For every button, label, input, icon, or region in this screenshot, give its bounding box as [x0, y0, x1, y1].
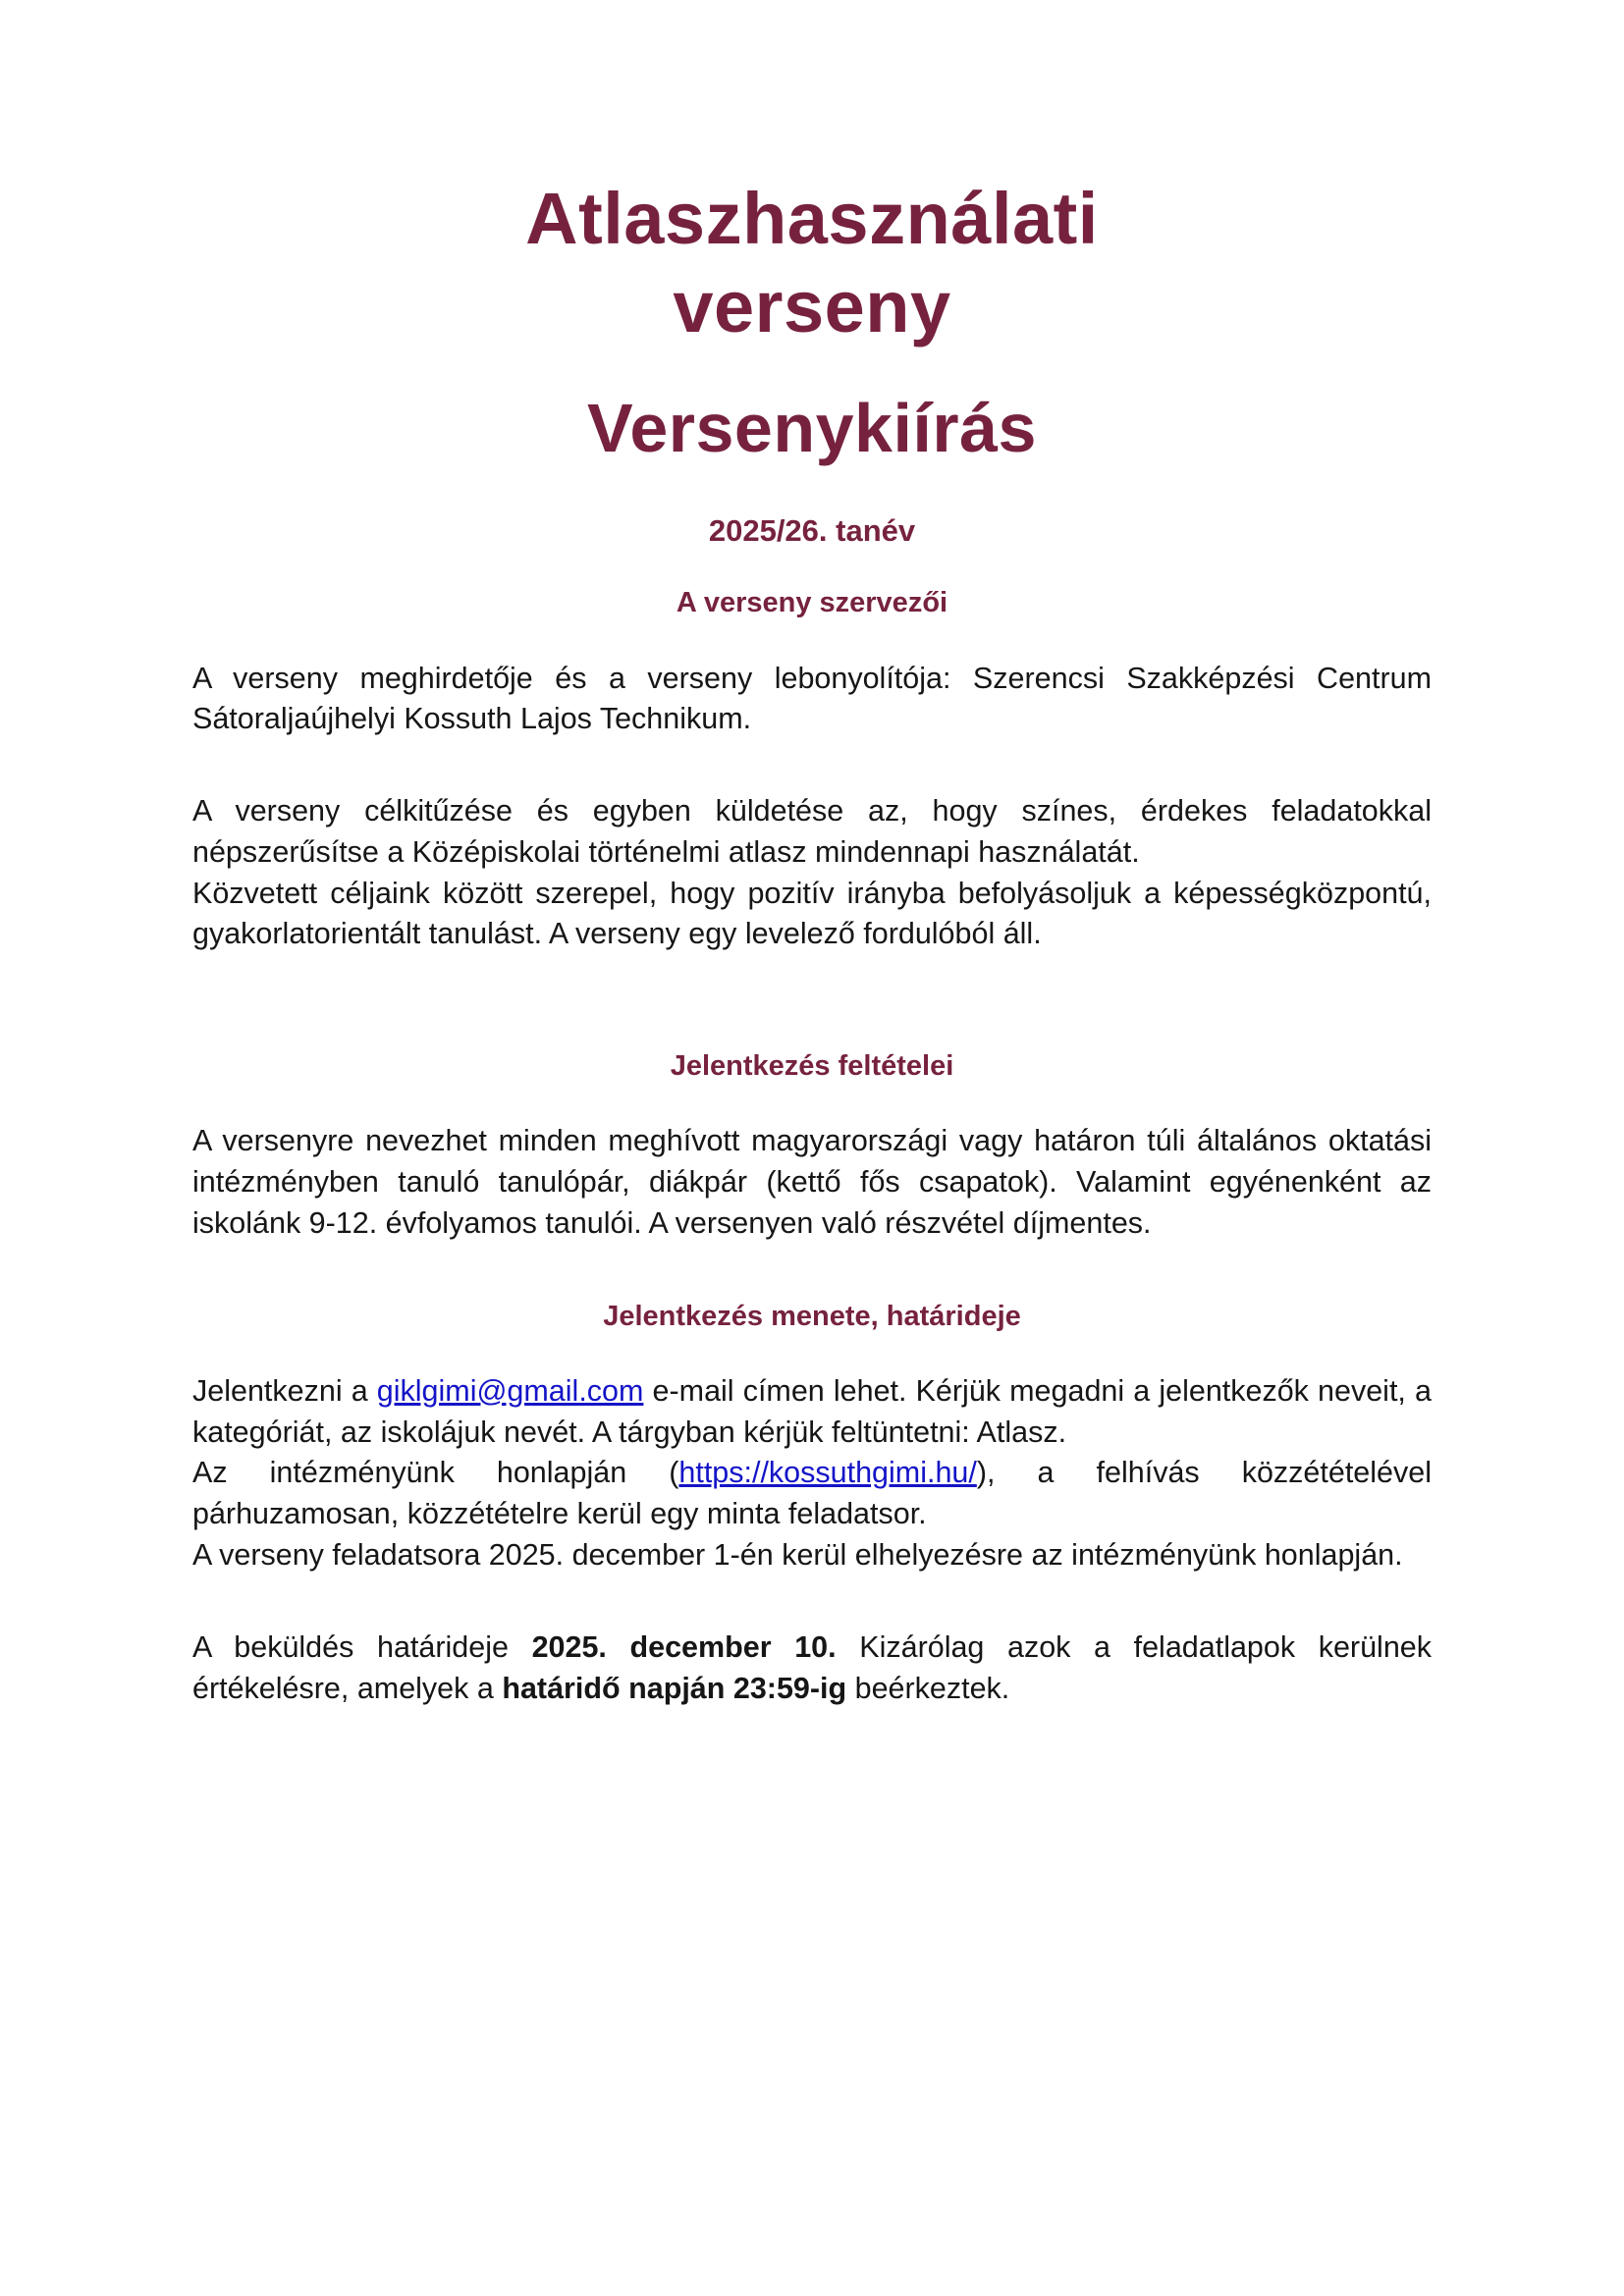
spacer [192, 1576, 1432, 1628]
deadline-date: 2025. december 10. [531, 1629, 837, 1664]
spacer [192, 1336, 1432, 1371]
website-link[interactable]: https://kossuthgimi.hu/ [678, 1456, 977, 1490]
spacer [192, 740, 1432, 791]
document-title [192, 0, 1432, 352]
document-title-line-2: verseny [673, 266, 951, 348]
section-heading-process: Jelentkezés menete, határideje [603, 1300, 1021, 1332]
organizers-paragraph-1: A verseny meghirdetője és a verseny lebonyolítója: Szerencsi Szakképzési Centrum Sátoraljaújhelyi Kossuth Lajos Technikum. [192, 661, 1432, 736]
process-email-paragraph [192, 1371, 1432, 1454]
conditions-paragraph-1: A versenyre nevezhet minden meghívott magyarországi vagy határon túli általános oktatási intézményben tanuló tanulópár, diákpár (kettő fős csapatok). Valamint egyénenként az iskolánk 9-12. évfolyamos tanulói. A versenyen való részvétel díjmentes. [192, 1124, 1432, 1240]
organizers-paragraph-3: Közvetett céljaink között szerepel, hogy pozitív irányba befolyásoljuk a képességközpontú, gyakorlatorientált tanulást. A verseny egy levelező fordulóból áll. [192, 876, 1432, 951]
document-subtitle: Versenykiírás [587, 389, 1037, 466]
deadline-paragraph [192, 1628, 1432, 1710]
section-heading-organizers: A verseny szervezői [676, 587, 948, 619]
email-link[interactable]: giklgimi@gmail.com [376, 1373, 644, 1408]
spacer [192, 955, 1432, 1045]
deadline-prefix: A beküldés határideje [192, 1629, 532, 1664]
deadline-time: határidő napján 23:59-ig [502, 1671, 847, 1705]
process-email-prefix: Jelentkezni a [192, 1373, 377, 1408]
process-email-suffix: e-mail címen lehet. Kérjük megadni a jelentkezők neveit, a kategóriát, az iskolájuk nevét. A tárgyban kérjük feltüntetni: Atlasz. [192, 1373, 1432, 1449]
process-website-paragraph [192, 1453, 1432, 1535]
spacer [192, 1086, 1432, 1121]
spacer [192, 623, 1432, 659]
document-title-line-1: Atlaszhasználati [525, 178, 1099, 259]
organizers-paragraph-2: A verseny célkitűzése és egyben küldetése az, hogy színes, érdekes feladatokkal népszerűsítse a Középiskolai történelmi atlasz mindennapi használatát. [192, 794, 1432, 869]
process-tasks-paragraph: A verseny feladatsora 2025. december 1-én kerül elhelyezésre az intézményünk honlapján. [192, 1538, 1403, 1572]
spacer [192, 1245, 1432, 1296]
section-heading-conditions: Jelentkezés feltételei [670, 1050, 954, 1083]
process-website-prefix: Az intézményünk honlapján ( [192, 1456, 679, 1490]
school-year-label: 2025/26. tanév [708, 513, 916, 549]
deadline-middle: Kizárólag azok a feladatlapok kerülnek értékelésre, amelyek a [192, 1629, 1433, 1705]
process-website-suffix: ), a felhívás közzétételével párhuzamosan, közzétételre kerül egy minta feladatsor. [192, 1456, 1432, 1531]
deadline-suffix: beérkeztek. [846, 1671, 1010, 1705]
